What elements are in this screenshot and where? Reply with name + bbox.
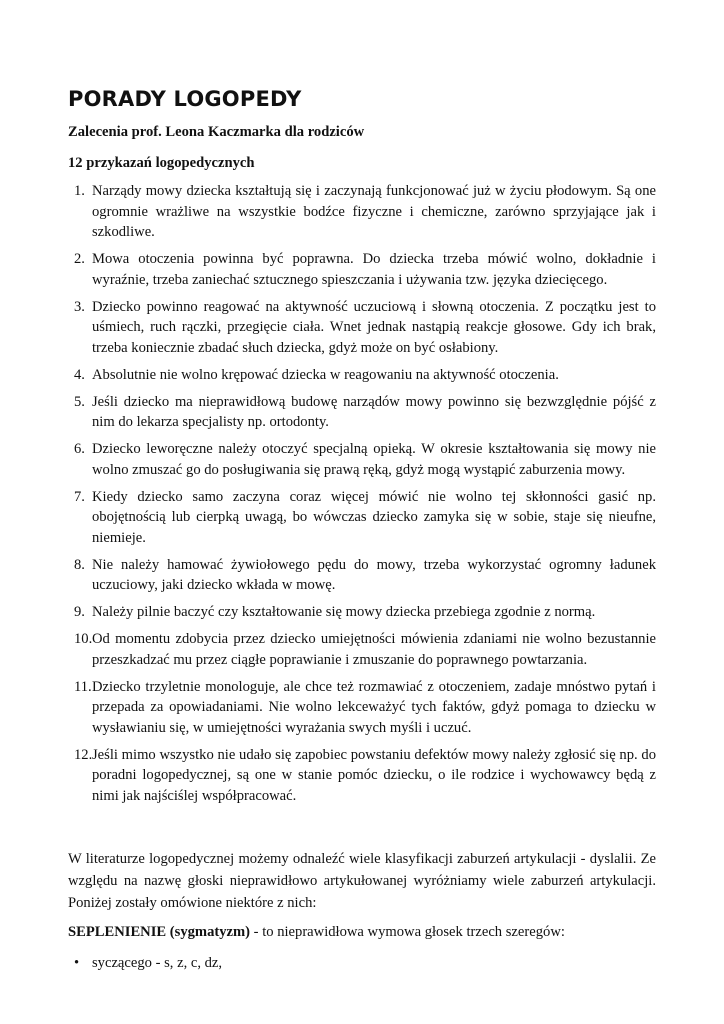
item-number: 1. <box>74 183 85 199</box>
item-number: 6. <box>74 441 85 457</box>
item-text: Od momentu zdobycia przez dziecko umiejętności mówienia zdaniami nie wolno bezustannie przeszkadzać mu przez ciągłe poprawianie i zmuszanie do poprawnego powtarzania. <box>92 631 656 668</box>
item-number: 11. <box>74 678 92 695</box>
item-text: Dziecko leworęczne należy otoczyć specjalną opieką. W okresie kształtowania się mowy nie wolno zmuszać go do posługiwania się prawą ręką, gdyż mogą wystąpić zaburzenia mowy. <box>92 441 656 478</box>
item-number: 12. <box>74 746 93 763</box>
item-number: 4. <box>74 366 85 383</box>
list-item <box>68 487 656 549</box>
document-subtitle: Zalecenia prof. Leona Kaczmarka dla rodziców <box>68 124 365 140</box>
item-number: 5. <box>74 393 85 410</box>
list-item <box>68 953 656 974</box>
list-item <box>68 297 656 359</box>
seplenienie-line <box>68 922 656 943</box>
list-item <box>68 439 656 480</box>
list-item <box>68 629 656 670</box>
seplenienie-term: SEPLENIENIE (sygmatyzm) <box>68 924 251 940</box>
seplenienie-definition: - to nieprawidłowa wymowa głosek trzech szeregów: <box>250 924 565 940</box>
item-text: Należy pilnie baczyć czy kształtowanie się mowy dziecka przebiega zgodnie z normą. <box>92 604 596 620</box>
list-item <box>68 602 656 623</box>
list-item <box>68 249 656 290</box>
item-number: 7. <box>74 488 85 505</box>
item-number: 2. <box>74 251 85 267</box>
list-item <box>68 555 656 596</box>
item-text: Nie należy hamować żywiołowego pędu do mowy, trzeba wykorzystać ogromny ładunek uczuciowy, jaki dziecko wkłada w mowę. <box>92 556 656 593</box>
item-number: 3. <box>74 298 85 315</box>
item-number: 8. <box>74 556 85 573</box>
list-item <box>68 392 656 433</box>
item-text: Kiedy dziecko samo zaczyna coraz więcej mówić nie wolno tej skłonności gasić np. obojętnością lub cierpką uwagą, bo wówczas dziecko zamyka się w sobie, staje się nieufne, niemieje. <box>92 488 656 546</box>
bullet-list <box>68 953 656 974</box>
list-item <box>68 365 656 386</box>
item-text: Dziecko trzyletnie monologuje, ale chce też rozmawiać z otoczeniem, zadaje mnóstwo pytań i przepada za opowiadaniami. Nie wolno lekceważyć tych faktów, gdyż pomaga to dziecku w wysławianiu się, w umiejętności wyrażania swych myśli i uczuć. <box>92 678 656 736</box>
item-text: Mowa otoczenia powinna być poprawna. Do dziecka trzeba mówić wolno, dokładnie i wyraźnie, trzeba zaniechać sztucznego spieszczania i używania tzw. języka dziecięcego. <box>92 251 656 288</box>
page-title: PORADY LOGOPEDY <box>68 87 302 111</box>
bullet-text: syczącego - s, z, c, dz, <box>92 954 223 971</box>
list-item <box>68 181 656 243</box>
item-number: 9. <box>74 604 85 620</box>
rules-list <box>68 181 656 806</box>
bullet-icon: • <box>74 954 80 971</box>
item-text: Absolutnie nie wolno krępować dziecka w reagowaniu na aktywność otoczenia. <box>92 366 559 383</box>
list-item <box>68 677 656 739</box>
item-number: 10. <box>74 631 93 647</box>
list-heading: 12 przykazań logopedycznych <box>68 154 255 171</box>
intro-paragraph: W literaturze logopedycznej możemy odnaleźć wiele klasyfikacji zaburzeń artykulacji - dyslalii. Ze względu na nazwę głoski nieprawidłowo artykułowanej wyróżniamy wiele zaburzeń artykulacji. Poniżej zostały omówione niektóre z nich: <box>68 851 656 911</box>
item-text: Dziecko powinno reagować na aktywność uczuciową i słowną otoczenia. Z początku jest to uśmiech, ruch rączki, przegięcie ciała. Wnet jednak nastąpią reakcje głosowe. Gdy ich brak, trzeba koniecznie zbadać słuch dziecka, gdyż może on być osłabiony. <box>92 298 656 356</box>
item-text: Narządy mowy dziecka kształtują się i zaczynają funkcjonować już w życiu płodowym. Są one ogromnie wrażliwe na wszystkie bodźce fizyczne i chemiczne, zarówno sprzyjające jak i szkodliwe. <box>92 183 656 240</box>
list-item <box>68 745 656 807</box>
item-text: Jeśli mimo wszystko nie udało się zapobiec powstaniu defektów mowy należy zgłosić się np. do poradni logopedycznej, są one w stanie pomóc dziecku, o ile rodzice i wychowawcy będą z nimi jak najściślej współpracować. <box>92 746 656 804</box>
item-text: Jeśli dziecko ma nieprawidłową budowę narządów mowy powinno się bezwzględnie pójść z nim do lekarza specjalisty np. ortodonty. <box>92 393 656 430</box>
